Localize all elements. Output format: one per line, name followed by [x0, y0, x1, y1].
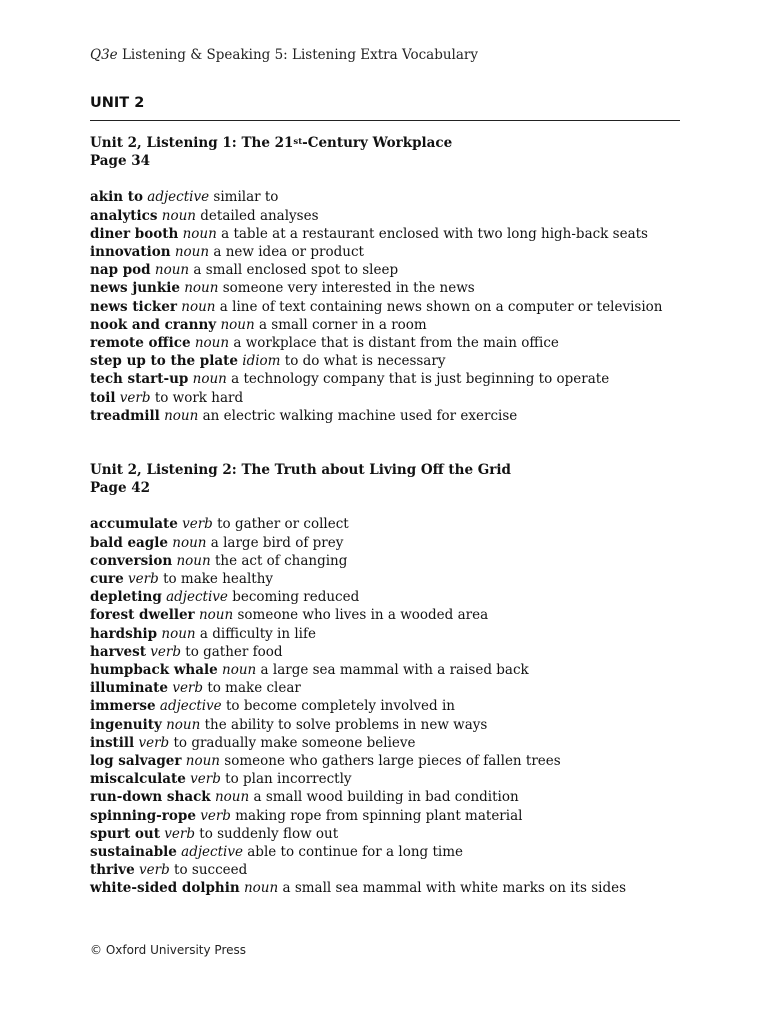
vocabulary-entry: [90, 788, 690, 806]
entry-part-of-speech: noun: [172, 534, 207, 551]
vocabulary-entry: [90, 734, 690, 752]
section-title: Unit 2, Listening 1: The 21st-Century Workplace: [90, 135, 453, 151]
header-title: Listening & Speaking 5: Listening Extra Vocabulary: [121, 47, 478, 63]
entry-definition: a small sea mammal with white marks on its sides: [282, 880, 627, 897]
vocabulary-list: [90, 515, 690, 897]
entry-term: harvest: [90, 643, 146, 660]
entry-part-of-speech: adjective: [166, 589, 228, 606]
entry-part-of-speech: verb: [138, 734, 170, 751]
entry-term: spurt out: [90, 825, 160, 842]
entry-part-of-speech: noun: [166, 716, 201, 733]
vocabulary-entry: [90, 679, 690, 697]
entry-part-of-speech: noun: [161, 625, 196, 642]
entry-term: remote office: [90, 335, 191, 352]
entry-term: toil: [90, 389, 116, 406]
vocabulary-entry: [90, 552, 690, 570]
vocabulary-entry: [90, 316, 690, 334]
entry-definition: detailed analyses: [200, 207, 319, 224]
vocabulary-entry: [90, 225, 690, 243]
entry-definition: to become completely involved in: [225, 698, 455, 715]
entry-term: run-down shack: [90, 789, 211, 806]
section-page: Page 42: [90, 480, 151, 497]
entry-definition: the act of changing: [214, 552, 348, 569]
entry-part-of-speech: verb: [200, 807, 231, 824]
vocabulary-entry: [90, 752, 690, 770]
entry-part-of-speech: noun: [182, 225, 217, 242]
section-listening-2: [90, 461, 690, 898]
entry-definition: a technology company that is just beginning to operate: [231, 371, 610, 388]
entry-term: white-sided dolphin: [90, 880, 240, 897]
vocabulary-entry: [90, 825, 690, 843]
entry-term: thrive: [90, 862, 135, 879]
entry-part-of-speech: adjective: [147, 189, 210, 206]
entry-term: cure: [90, 571, 124, 588]
entry-part-of-speech: idiom: [242, 353, 281, 370]
entry-definition: to gather food: [185, 643, 283, 660]
entry-term: sustainable: [90, 844, 177, 861]
copyright-footer: © Oxford University Press: [90, 943, 247, 957]
vocabulary-entry: [90, 207, 690, 225]
entry-definition: a small wood building in bad condition: [253, 789, 519, 806]
entry-part-of-speech: noun: [176, 552, 211, 569]
entry-part-of-speech: verb: [182, 516, 213, 533]
entry-part-of-speech: noun: [181, 298, 216, 315]
vocabulary-entry: [90, 807, 690, 825]
entry-definition: making rope from spinning plant material: [235, 807, 523, 824]
entry-term: hardship: [90, 625, 158, 642]
vocabulary-entry: [90, 534, 690, 552]
entry-part-of-speech: verb: [119, 389, 151, 406]
entry-part-of-speech: noun: [185, 753, 220, 770]
entry-term: step up to the plate: [90, 353, 238, 370]
vocabulary-entry: [90, 570, 690, 588]
entry-definition: to plan incorrectly: [225, 771, 352, 788]
entry-term: news junkie: [90, 280, 180, 297]
entry-definition: to make clear: [207, 680, 301, 697]
vocabulary-entry: [90, 879, 690, 897]
vocabulary-entry: [90, 643, 690, 661]
vocabulary-list: [90, 188, 690, 425]
entry-part-of-speech: verb: [190, 771, 221, 788]
entry-definition: a workplace that is distant from the main office: [233, 335, 559, 352]
vocabulary-entry: [90, 407, 690, 425]
entry-definition: a small corner in a room: [258, 316, 427, 333]
vocabulary-entry: [90, 606, 690, 624]
entry-part-of-speech: noun: [192, 371, 227, 388]
entry-term: conversion: [90, 552, 173, 569]
vocabulary-entry: [90, 352, 690, 370]
vocabulary-entry: [90, 188, 690, 206]
entry-term: analytics: [90, 207, 158, 224]
entry-definition: the ability to solve problems in new ways: [204, 716, 488, 733]
header-code: Q3e: [90, 47, 118, 63]
entry-definition: a table at a restaurant enclosed with two long high-back seats: [221, 225, 648, 242]
entry-definition: a large bird of prey: [210, 534, 344, 551]
entry-term: treadmill: [90, 407, 160, 424]
vocabulary-entry: [90, 370, 690, 388]
entry-term: innovation: [90, 244, 171, 261]
entry-term: tech start-up: [90, 371, 189, 388]
entry-definition: to gather or collect: [217, 516, 349, 533]
entry-definition: able to continue for a long time: [247, 844, 463, 861]
entry-part-of-speech: adjective: [159, 698, 222, 715]
entry-part-of-speech: verb: [150, 643, 181, 660]
entry-term: humpback whale: [90, 662, 218, 679]
entry-term: nap pod: [90, 262, 151, 279]
section-title: Unit 2, Listening 2: The Truth about Living Off the Grid: [90, 462, 511, 478]
entry-part-of-speech: verb: [164, 825, 195, 842]
entry-term: log salvager: [90, 753, 182, 770]
vocabulary-entry: [90, 661, 690, 679]
entry-term: akin to: [90, 189, 143, 206]
vocabulary-entry: [90, 861, 690, 879]
entry-term: bald eagle: [90, 534, 168, 551]
entry-definition: a new idea or product: [213, 244, 364, 261]
entry-definition: to work hard: [154, 389, 244, 406]
vocabulary-entry: [90, 716, 690, 734]
entry-part-of-speech: noun: [222, 662, 257, 679]
vocabulary-entry: [90, 243, 690, 261]
entry-definition: to do what is necessary: [284, 353, 446, 370]
vocabulary-entry: [90, 697, 690, 715]
entry-term: accumulate: [90, 516, 178, 533]
vocabulary-entry: [90, 261, 690, 279]
entry-part-of-speech: verb: [172, 680, 204, 697]
entry-term: diner booth: [90, 225, 179, 242]
entry-definition: to succeed: [174, 862, 248, 879]
entry-definition: an electric walking machine used for exercise: [202, 407, 518, 424]
entry-part-of-speech: noun: [194, 335, 230, 352]
entry-definition: to make healthy: [163, 571, 274, 588]
entry-part-of-speech: noun: [174, 244, 210, 261]
entry-definition: someone very interested in the news: [222, 280, 475, 297]
entry-term: illuminate: [90, 680, 169, 697]
entry-term: immerse: [90, 698, 156, 715]
entry-term: instill: [90, 734, 135, 751]
title-divider: [90, 120, 680, 121]
vocabulary-entry: [90, 588, 690, 606]
entry-part-of-speech: verb: [128, 571, 159, 588]
entry-part-of-speech: noun: [243, 880, 279, 897]
entry-part-of-speech: noun: [198, 607, 234, 624]
vocabulary-entry: [90, 298, 690, 316]
entry-term: spinning-rope: [90, 807, 196, 824]
vocabulary-entry: [90, 625, 690, 643]
entry-part-of-speech: noun: [154, 262, 190, 279]
entry-part-of-speech: noun: [161, 207, 196, 224]
section-listening-1: [90, 134, 690, 425]
entry-term: miscalculate: [90, 771, 186, 788]
vocabulary-entry: [90, 279, 690, 297]
entry-definition: someone who lives in a wooded area: [237, 607, 489, 624]
vocabulary-entry: [90, 334, 690, 352]
entry-definition: a line of text containing news shown on a computer or television: [219, 298, 663, 315]
entry-term: news ticker: [90, 298, 177, 315]
entry-definition: a difficulty in life: [199, 625, 316, 642]
entry-definition: a large sea mammal with a raised back: [260, 662, 529, 679]
entry-definition: to gradually make someone believe: [173, 734, 416, 751]
entry-part-of-speech: noun: [164, 407, 199, 424]
entry-part-of-speech: noun: [184, 280, 219, 297]
entry-term: nook and cranny: [90, 316, 217, 333]
document-header: [90, 47, 478, 63]
entry-term: depleting: [90, 589, 162, 606]
vocabulary-entry: [90, 515, 690, 533]
unit-title: UNIT 2: [90, 95, 145, 111]
entry-part-of-speech: noun: [214, 789, 250, 806]
entry-term: ingenuity: [90, 716, 162, 733]
vocabulary-entry: [90, 389, 690, 407]
entry-definition: becoming reduced: [232, 589, 360, 606]
entry-definition: similar to: [213, 189, 279, 206]
entry-term: forest dweller: [90, 607, 195, 624]
section-page: Page 34: [90, 153, 151, 170]
entry-part-of-speech: verb: [139, 862, 170, 879]
entry-definition: to suddenly flow out: [199, 825, 339, 842]
entry-definition: someone who gathers large pieces of fallen trees: [224, 753, 561, 770]
entry-part-of-speech: noun: [220, 316, 255, 333]
vocabulary-entry: [90, 843, 690, 861]
entry-definition: a small enclosed spot to sleep: [193, 262, 399, 279]
vocabulary-entry: [90, 770, 690, 788]
entry-part-of-speech: adjective: [181, 844, 243, 861]
